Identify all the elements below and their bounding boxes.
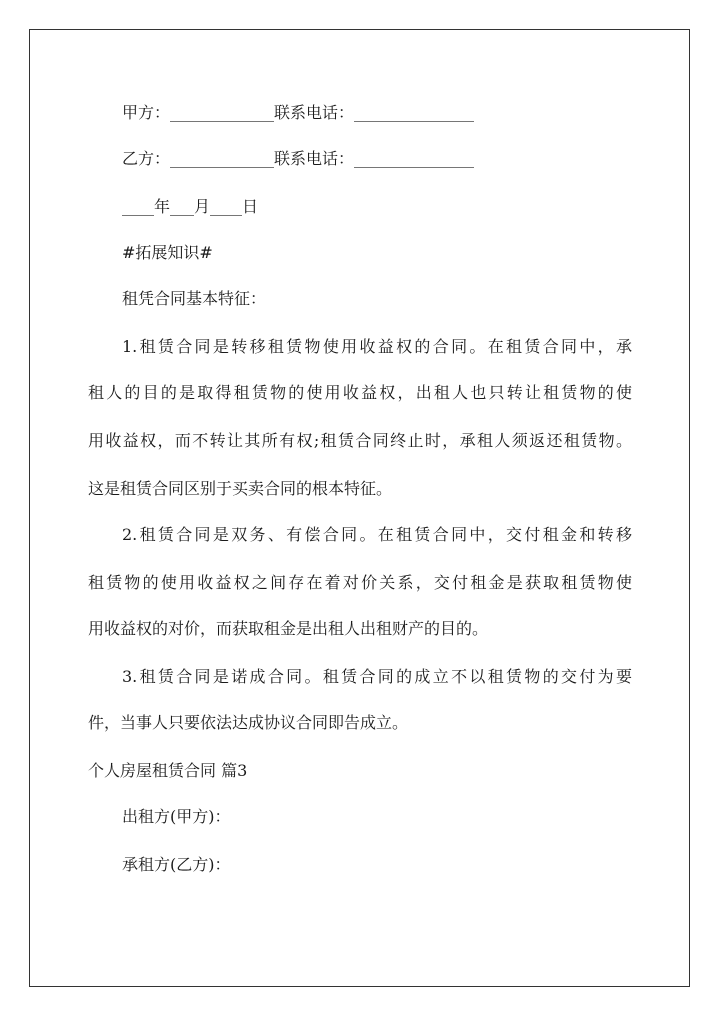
item1-line-2: 租人的目的是取得租赁物的使用收益权，出租人也只转让租赁物的使 xyxy=(88,383,632,402)
lessor-line: 出租方(甲方)： xyxy=(122,807,231,826)
item1-line-3: 用收益权，而不转让其所有权;租赁合同终止时，承租人须返还租赁物。 xyxy=(88,431,632,450)
item2-line-2: 租赁物的使用收益权之间存在着对价关系，交付租金是获取租赁物使 xyxy=(88,573,632,592)
item2-line-1: 2.租赁合同是双务、有偿合同。在租赁合同中，交付租金和转移 xyxy=(122,525,632,544)
item3-line-2: 件，当事人只要依法达成协议合同即告成立。 xyxy=(88,713,409,732)
section-title: 个人房屋租赁合同 篇3 xyxy=(88,761,248,780)
lessee-line: 承租方(乙方)： xyxy=(122,855,231,874)
item1-line-4: 这是租赁合同区别于买卖合同的根本特征。 xyxy=(88,479,393,498)
features-title: 租凭合同基本特征： xyxy=(122,289,267,308)
page-border xyxy=(29,29,690,987)
party-b-line: 乙方：_____________联系电话：_______________ xyxy=(122,149,475,168)
item3-line-1: 3.租赁合同是诺成合同。租赁合同的成立不以租赁物的交付为要 xyxy=(122,667,632,686)
extension-heading: #拓展知识# xyxy=(122,243,213,262)
date-line: ____年___月____日 xyxy=(122,197,259,216)
party-a-line: 甲方：_____________联系电话：_______________ xyxy=(122,103,475,122)
item2-line-3: 用收益权的对价，而获取租金是出租人出租财产的目的。 xyxy=(88,619,489,638)
item1-line-1: 1.租赁合同是转移租赁物使用收益权的合同。在租赁合同中，承 xyxy=(122,337,632,356)
